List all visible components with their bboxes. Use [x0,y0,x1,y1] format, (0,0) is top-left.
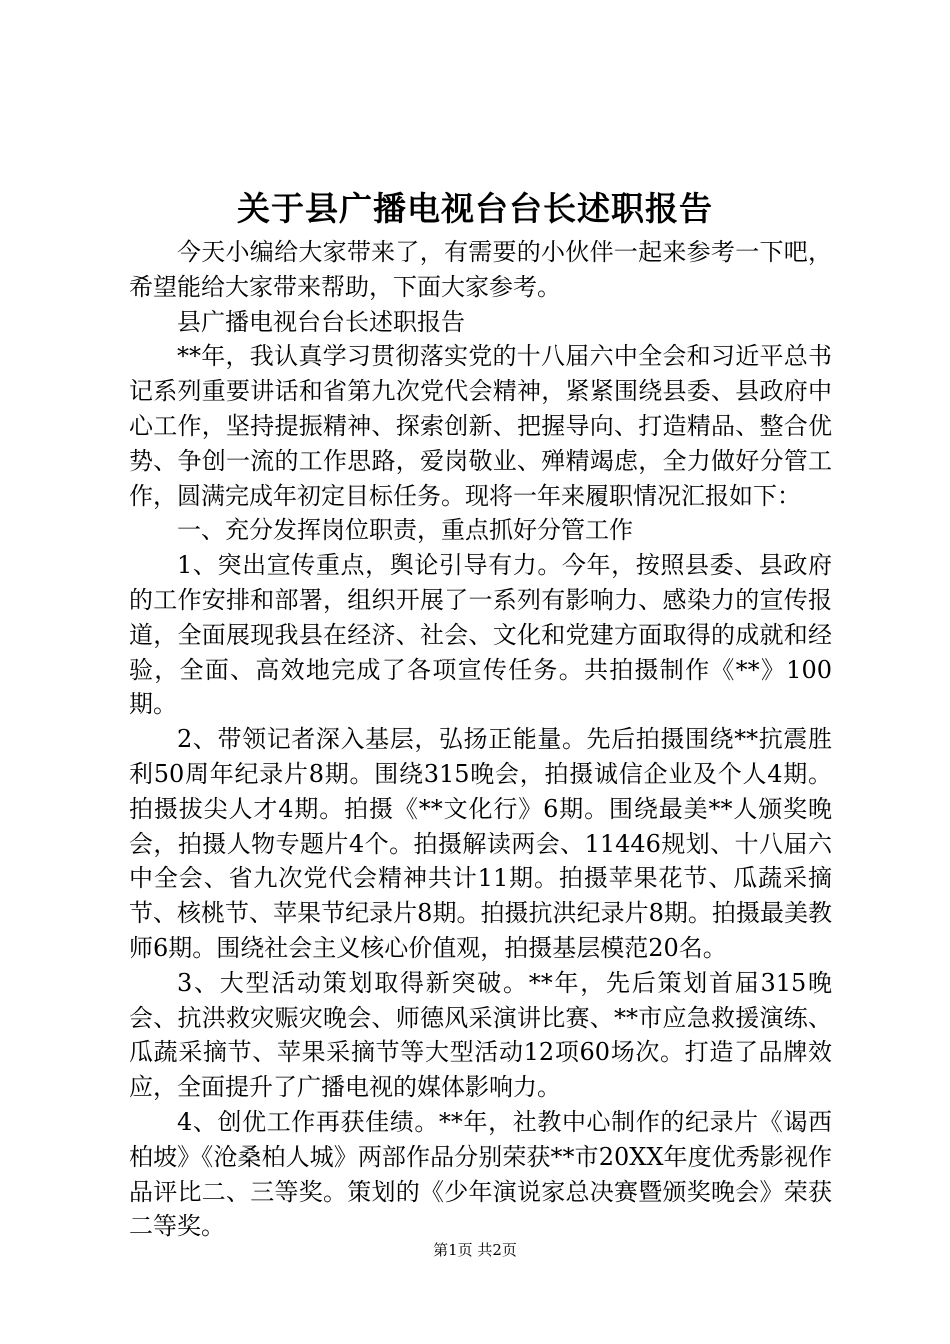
paragraph-overview: **年，我认真学习贯彻落实党的十八届六中全会和习近平总书记系列重要讲话和省第九次党代会精神，紧紧围绕县委、县政府中心工作，坚持提振精神、探索创新、把握导向、打造精品、整合优势、争创一流的工作思路，爱岗敬业、殚精竭虑，全力做好分管工作，圆满完成年初定目标任务。现将一年来履职情况汇报如下： [129,342,832,510]
document-body [129,235,832,1244]
section-heading-1: 一、充分发挥岗位职责，重点抓好分管工作 [177,516,633,545]
paragraph-item-2: 2、带领记者深入基层，弘扬正能量。先后拍摄围绕**抗震胜利50周年纪录片8期。围绕315晚会，拍摄诚信企业及个人4期。拍摄拔尖人才4期。拍摄《**文化行》6期。围绕最美**人颁奖晚会，拍摄人物专题片4个。拍摄解读两会、11446规划、十八届六中全会、省九次党代会精神共计11期。拍摄苹果花节、瓜蔬采摘节、核桃节、苹果节纪录片8期。拍摄抗洪纪录片8期。拍摄最美教师6期。围绕社会主义核心价值观，拍摄基层模范20名。 [129,725,832,962]
paragraph-item-4: 4、创优工作再获佳绩。**年，社教中心制作的纪录片《谒西柏坡》《沧桑柏人城》两部作品分别荣获**市20XX年度优秀影视作品评比二、三等奖。策划的《少年演说家总决赛暨颁奖晚会》荣获二等奖。 [129,1107,832,1241]
paragraph-item-3: 3、大型活动策划取得新突破。**年，先后策划首届315晚会、抗洪救灾赈灾晚会、师德风采演讲比赛、**市应急救援演练、瓜蔬采摘节、苹果采摘节等大型活动12项60场次。打造了品牌效应，全面提升了广播电视的媒体影响力。 [129,968,832,1102]
paragraph-subtitle: 县广播电视台台长述职报告 [177,307,465,336]
document-title: 关于县广播电视台台长述职报告 [237,189,713,228]
page-footer: 第1页 共2页 [433,1241,517,1259]
paragraph-intro: 今天小编给大家带来了，有需要的小伙伴一起来参考一下吧，希望能给大家带来帮助，下面大家参考。 [129,238,832,301]
paragraph-item-1: 1、突出宣传重点，舆论引导有力。今年，按照县委、县政府的工作安排和部署，组织开展了一系列有影响力、感染力的宣传报道，全面展现我县在经济、社会、文化和党建方面取得的成就和经验，全面、高效地完成了各项宣传任务。共拍摄制作《**》100期。 [129,551,832,719]
